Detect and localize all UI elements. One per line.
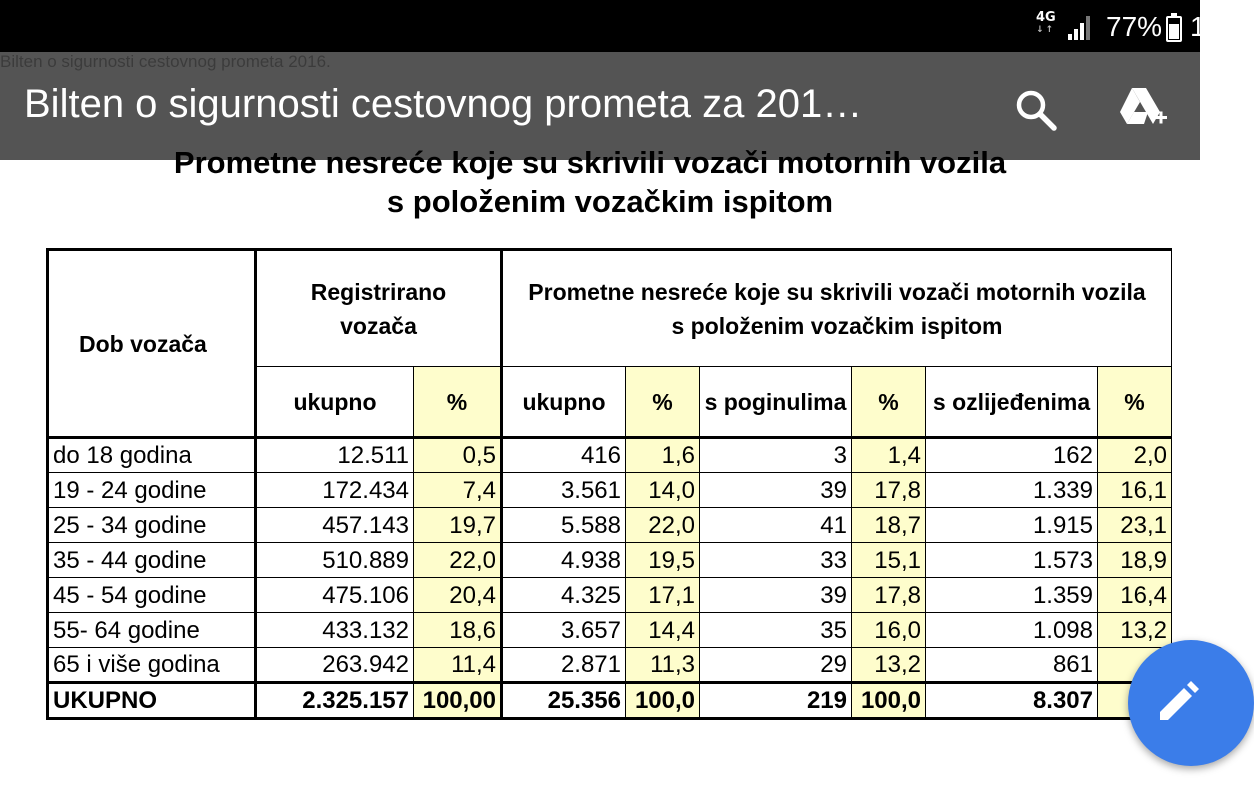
total-reg-pct: 100,00 [414, 683, 502, 719]
cell-pog-pct: 13,2 [852, 648, 926, 683]
cell-reg-pct: 20,4 [414, 578, 502, 613]
subheader-pog-pct: % [852, 367, 926, 438]
cell-label: 55- 64 godine [48, 613, 256, 648]
cell-nes: 3.657 [502, 613, 626, 648]
cell-pog: 35 [700, 613, 852, 648]
header-prometne-nesrece: Prometne nesreće koje su skrivili vozači motornih vozila s položenim vozačkim ispitom [502, 250, 1172, 367]
cell-ozl-pct: 16,4 [1098, 578, 1172, 613]
cell-ozl: 1.573 [926, 543, 1098, 578]
cell-label: 25 - 34 godine [48, 508, 256, 543]
table-title-line2: s položenim vozačkim ispitom [386, 184, 834, 219]
table-row [48, 508, 1172, 543]
cell-nes: 416 [502, 438, 626, 473]
cell-reg: 510.889 [256, 543, 414, 578]
cell-ozl-pct: 18,9 [1098, 543, 1172, 578]
total-label: UKUPNO [48, 683, 256, 719]
cell-reg: 12.511 [256, 438, 414, 473]
subheader-reg-pct: % [414, 367, 502, 438]
cell-reg-pct: 18,6 [414, 613, 502, 648]
cell-ozl: 1.359 [926, 578, 1098, 613]
cell-pog: 33 [700, 543, 852, 578]
cell-label: 45 - 54 godine [48, 578, 256, 613]
cell-nes-pct: 11,3 [626, 648, 700, 683]
subheader-nes-ukupno: ukupno [502, 367, 626, 438]
cell-nes-pct: 19,5 [626, 543, 700, 578]
cell-pog-pct: 17,8 [852, 473, 926, 508]
cell-nes: 2.871 [502, 648, 626, 683]
statistics-table [46, 248, 1172, 720]
cell-pog: 39 [700, 578, 852, 613]
cell-ozl: 1.098 [926, 613, 1098, 648]
table-row [48, 473, 1172, 508]
status-bar [0, 0, 1206, 52]
table-row [48, 613, 1172, 648]
subheader-poginulima: s poginulima [700, 367, 852, 438]
cell-reg: 457.143 [256, 508, 414, 543]
cell-reg-pct: 19,7 [414, 508, 502, 543]
cell-nes: 3.561 [502, 473, 626, 508]
cell-nes-pct: 1,6 [626, 438, 700, 473]
cell-nes-pct: 17,1 [626, 578, 700, 613]
table-row [48, 543, 1172, 578]
cell-pog: 39 [700, 473, 852, 508]
subheader-ozl-pct: % [1098, 367, 1172, 438]
cell-pog-pct: 16,0 [852, 613, 926, 648]
cell-pog: 29 [700, 648, 852, 683]
data-arrows-icon: ↓↑ [1036, 25, 1056, 35]
cell-nes-pct: 14,0 [626, 473, 700, 508]
network-type: 4G [1036, 10, 1056, 25]
total-nes: 25.356 [502, 683, 626, 719]
cell-reg: 263.942 [256, 648, 414, 683]
cell-ozl: 1.915 [926, 508, 1098, 543]
document-title: Bilten o sigurnosti cestovnog prometa za 201… [24, 82, 863, 126]
cell-reg-pct: 0,5 [414, 438, 502, 473]
app-toolbar [0, 52, 1200, 160]
cell-ozl-pct: 2,0 [1098, 438, 1172, 473]
signal-icon [1068, 14, 1098, 40]
total-reg: 2.325.157 [256, 683, 414, 719]
cell-nes: 5.588 [502, 508, 626, 543]
cell-label: do 18 godina [48, 438, 256, 473]
drive-add-icon[interactable] [1118, 86, 1168, 132]
header-registrirano: Registrirano vozača [256, 250, 502, 367]
cell-ozl-pct: 13,2 [1098, 613, 1172, 648]
total-pog: 219 [700, 683, 852, 719]
cell-nes-pct: 14,4 [626, 613, 700, 648]
cell-pog-pct: 15,1 [852, 543, 926, 578]
cell-pog-pct: 18,7 [852, 508, 926, 543]
cell-ozl-pct: 23,1 [1098, 508, 1172, 543]
cell-reg-pct: 7,4 [414, 473, 502, 508]
cell-ozl: 1.339 [926, 473, 1098, 508]
header-dob-vozaca: Dob vozača [48, 250, 256, 438]
cell-reg-pct: 22,0 [414, 543, 502, 578]
cell-reg: 172.434 [256, 473, 414, 508]
cell-ozl-pct: 16,1 [1098, 473, 1172, 508]
cell-pog-pct: 17,8 [852, 578, 926, 613]
subheader-ozlijedenima: s ozlijeđenima [926, 367, 1098, 438]
cell-label: 19 - 24 godine [48, 473, 256, 508]
cell-pog-pct: 1,4 [852, 438, 926, 473]
cell-label: 65 i više godina [48, 648, 256, 683]
battery-icon [1166, 16, 1182, 42]
search-icon[interactable] [1014, 88, 1060, 134]
status-clock-partial: 1 [1190, 11, 1206, 42]
cell-ozl: 861 [926, 648, 1098, 683]
table-title-line1: Prometne nesreće koje su skrivili vozači motornih vozila [173, 145, 1007, 180]
cell-ozl: 162 [926, 438, 1098, 473]
edit-fab-button[interactable] [1128, 640, 1254, 766]
cell-pog: 3 [700, 438, 852, 473]
table-row [48, 438, 1172, 473]
cell-reg: 433.132 [256, 613, 414, 648]
edit-pencil-icon [1154, 678, 1200, 724]
cell-pog: 41 [700, 508, 852, 543]
total-pog-pct: 100,0 [852, 683, 926, 719]
network-indicator [1036, 12, 1056, 36]
subheader-reg-ukupno: ukupno [256, 367, 414, 438]
total-ozl: 8.307 [926, 683, 1098, 719]
cell-reg-pct: 11,4 [414, 648, 502, 683]
total-nes-pct: 100,0 [626, 683, 700, 719]
cell-reg: 475.106 [256, 578, 414, 613]
subheader-nes-pct: % [626, 367, 700, 438]
cell-nes: 4.325 [502, 578, 626, 613]
table-row [48, 648, 1172, 683]
cell-nes-pct: 22,0 [626, 508, 700, 543]
cell-label: 35 - 44 godine [48, 543, 256, 578]
battery-percent: 77% [1106, 11, 1163, 42]
cell-nes: 4.938 [502, 543, 626, 578]
table-row [48, 578, 1172, 613]
